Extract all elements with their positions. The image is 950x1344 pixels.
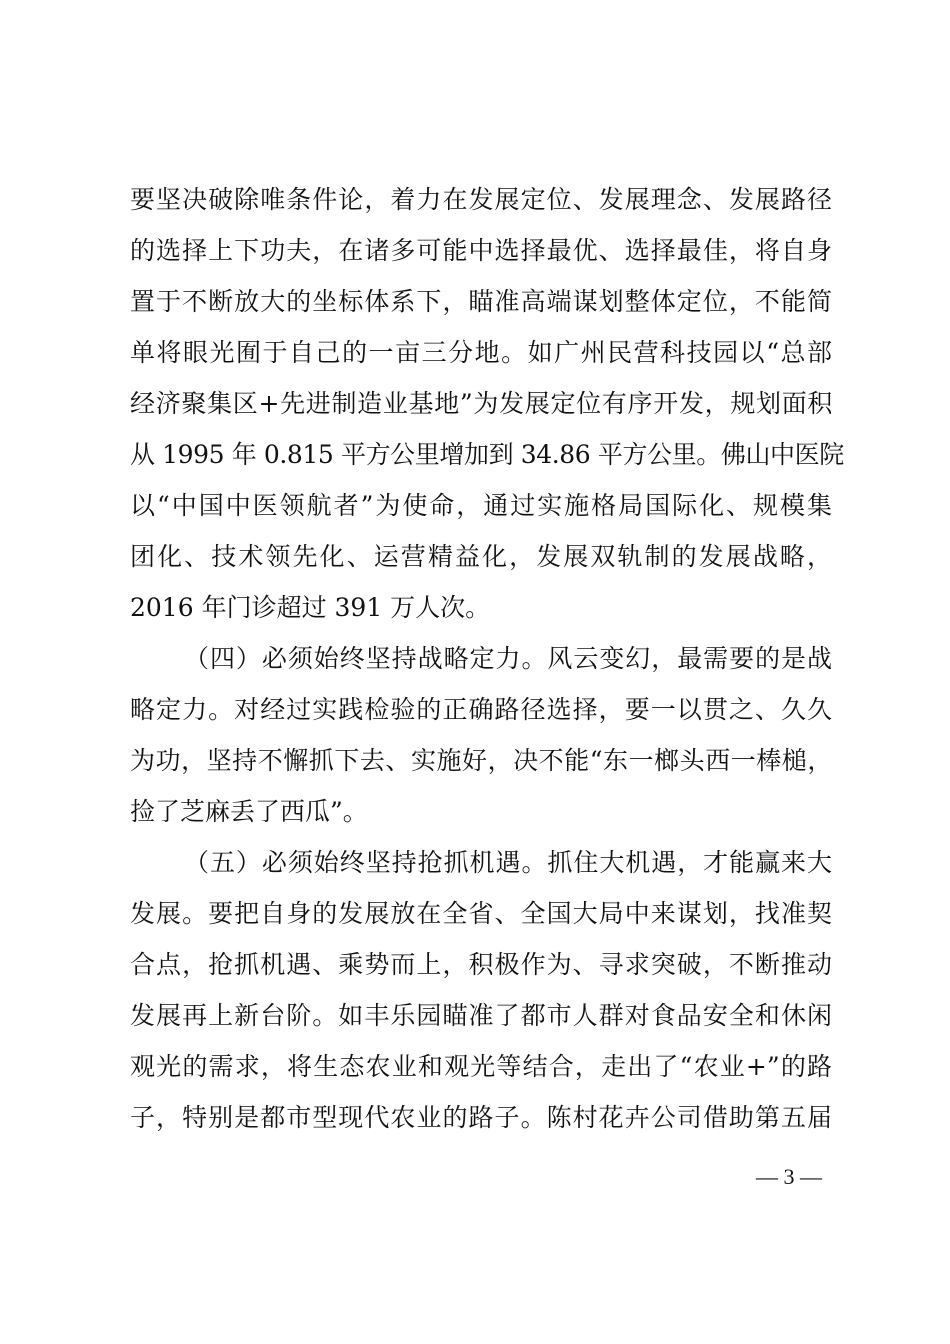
text-line: 要坚决破除唯条件论，着力在发展定位、发展理念、发展路径 [130, 185, 832, 214]
text-line: 团化、技术领先化、运营精益化，发展双轨制的发展战略， [130, 542, 832, 571]
section-heading-five: （五）必须始终坚持抢抓机遇。抓住大机遇，才能赢来大 [184, 848, 832, 877]
text-line: 的选择上下功夫，在诸多可能中选择最优、选择最佳，将自身 [130, 236, 832, 265]
text-line: 合点，抢抓机遇、乘势而上，积极作为、寻求突破，不断推动 [130, 950, 832, 979]
text-line: 单将眼光囿于自己的一亩三分地。如广州民营科技园以“总部 [130, 338, 832, 367]
text-line: 子，特别是都市型现代农业的路子。陈村花卉公司借助第五届 [130, 1103, 832, 1132]
text-line: 观光的需求，将生态农业和观光等结合，走出了“农业+”的路 [130, 1052, 832, 1081]
body-text [130, 174, 844, 1143]
page-number: — 3 — [756, 1164, 822, 1189]
text-line: 经济聚集区+先进制造业基地”为发展定位有序开发，规划面积 [130, 389, 832, 418]
text-line: 发展。要把自身的发展放在全省、全国大局中来谋划，找准契 [130, 899, 832, 928]
text-line: 为功，坚持不懈抓下去、实施好，决不能“东一榔头西一棒槌， [130, 746, 832, 775]
text-line: 以“中国中医领航者”为使命，通过实施格局国际化、规模集 [130, 491, 832, 520]
text-line: 捡了芝麻丢了西瓜”。 [130, 797, 368, 826]
text-line: 置于不断放大的坐标体系下，瞄准高端谋划整体定位，不能简 [130, 287, 832, 316]
text-line: 发展再上新台阶。如丰乐园瞄准了都市人群对食品安全和休闲 [130, 1001, 832, 1030]
text-line: 从 1995 年 0.815 平方公里增加到 34.86 平方公里。佛山中医院 [130, 440, 844, 469]
section-heading-four: （四）必须始终坚持战略定力。风云变幻，最需要的是战 [184, 644, 832, 673]
text-line: 略定力。对经过实践检验的正确路径选择，要一以贯之、久久 [130, 695, 832, 724]
text-line: 2016 年门诊超过 391 万人次。 [130, 593, 491, 622]
